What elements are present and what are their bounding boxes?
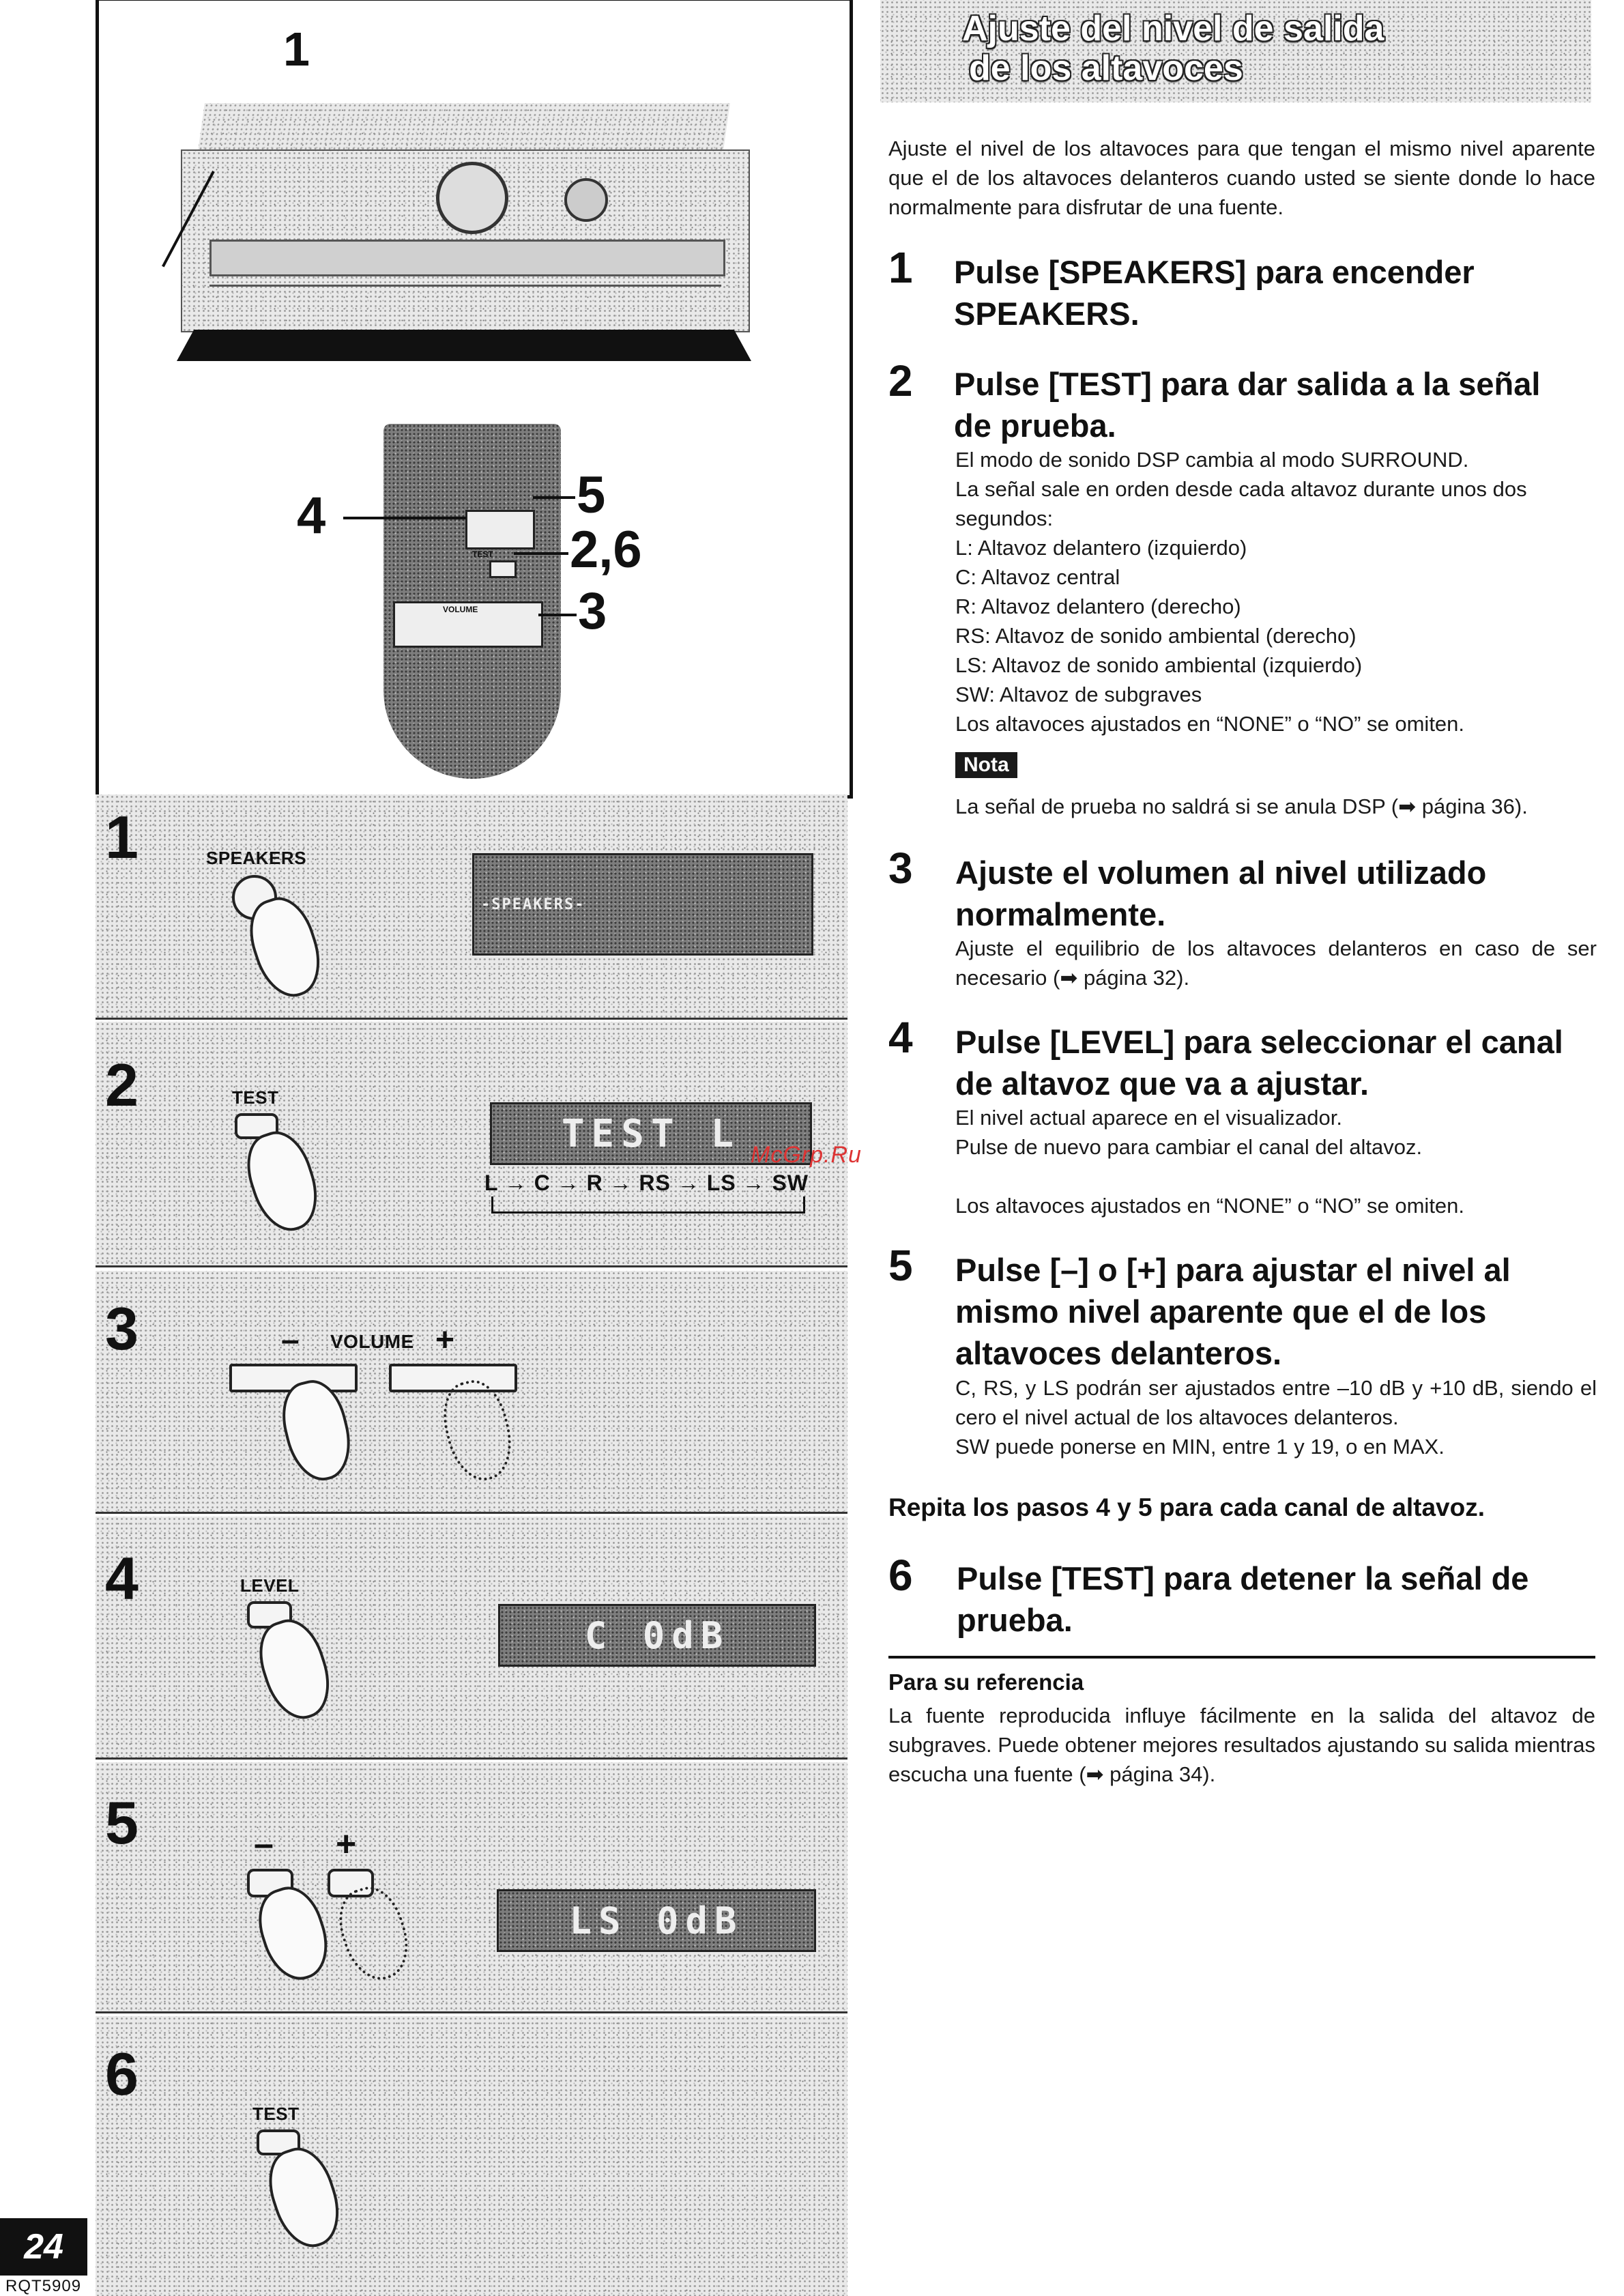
step-2-line: C: Altavoz central (955, 565, 1120, 589)
speakers-display: -SPEAKERS- (472, 853, 813, 956)
panel-1-number: 1 (105, 803, 139, 871)
remote-test-label: TEST (472, 549, 493, 559)
step-5-title: Pulse [–] o [+] para ajustar el nivel al mismo nivel aparente que el de los altavoces delanteros. (955, 1252, 1511, 1371)
step-3-number: 3 (888, 844, 913, 893)
callout-4: 4 (297, 487, 326, 545)
reference-divider (888, 1656, 1595, 1659)
panel-divider (96, 1018, 847, 1020)
panel-4-number: 4 (105, 1545, 139, 1612)
step-2-title: Pulse [TEST] para dar salida a la señal de prueba. (954, 366, 1541, 444)
note-badge: Nota (955, 752, 1017, 778)
step-5-line: SW puede ponerse en MIN, entre 1 y 19, o en MAX. (955, 1435, 1445, 1459)
reference-heading: Para su referencia (888, 1669, 1084, 1695)
volume-plus-label: + (435, 1322, 455, 1358)
step-4-details (955, 1103, 1597, 1220)
title-line-2: de los altavoces (969, 48, 1243, 88)
remote-volume-buttons (393, 601, 543, 648)
repeat-note: Repita los pasos 4 y 5 para cada canal de altavoz. (888, 1493, 1485, 1521)
panel-2-number: 2 (105, 1051, 139, 1119)
panel-step-5 (96, 1762, 847, 2013)
channel-sequence: L → C → R → RS → LS → SW (484, 1171, 809, 1195)
amplifier-illustration (181, 103, 747, 369)
callout-2-6: 2,6 (570, 521, 642, 579)
pressing-hand-icon (249, 1611, 340, 1727)
step-2-line: SW: Altavoz de subgraves (955, 683, 1202, 706)
step-4-line: El nivel actual aparece en el visualizador. (955, 1106, 1342, 1130)
volume-knob (436, 162, 508, 234)
step-3-title: Ajuste el volumen al nivel utilizado normalmente. (955, 855, 1487, 932)
test-stop-label: TEST (252, 2104, 300, 2124)
step-2-line: R: Altavoz delantero (derecho) (955, 594, 1241, 618)
step-6-number: 6 (888, 1551, 913, 1600)
pressing-hand-icon (259, 2140, 349, 2255)
panel-step-3 (96, 1271, 847, 1514)
document-code: RQT5909 (5, 2277, 82, 2295)
step-4-title: Pulse [LEVEL] para seleccionar el canal de altavoz que va a ajustar. (955, 1024, 1563, 1102)
remote-level-buttons (465, 510, 535, 549)
level-display: C 0dB (498, 1604, 816, 1667)
amplifier-base (177, 330, 751, 361)
step-5-line: C, RS, y LS podrán ser ajustados entre –10 dB y +10 dB, siendo el cero el nivel actual de los altavoces delanteros. (955, 1376, 1597, 1429)
step-2-line: Los altavoces ajustados en “NONE” o “NO” se omiten. (955, 712, 1465, 736)
callout-3: 3 (578, 582, 607, 640)
watermark: McGrp.Ru (751, 1142, 862, 1168)
note-text: La señal de prueba no saldrá si se anula DSP (➡ página 36). (955, 794, 1528, 818)
panel-step-4 (96, 1517, 847, 1760)
step-6-title: Pulse [TEST] para detener la señal de prueba. (957, 1560, 1529, 1638)
step-5-details (955, 1373, 1597, 1461)
step-2-line: La señal sale en orden desde cada altavoz durante unos dos segundos: (955, 477, 1527, 530)
step-3-details: Ajuste el equilibrio de los altavoces delanteros en caso de ser necesario (➡ página 32). (955, 936, 1597, 990)
step-4-line: Pulse de nuevo para cambiar el canal del altavoz. (955, 1135, 1423, 1159)
callout-4-leader (343, 517, 466, 519)
callout-5-leader (533, 496, 575, 499)
step-2-line: LS: Altavoz de sonido ambiental (izquierdo) (955, 653, 1363, 677)
test-label: TEST (232, 1087, 279, 1108)
panel-step-6 (96, 2016, 847, 2296)
amplifier-front (181, 149, 750, 332)
step-2-details (955, 445, 1597, 738)
panel-6-number: 6 (105, 2040, 139, 2108)
panel-divider (96, 1757, 847, 1760)
level-label: LEVEL (240, 1575, 300, 1596)
amplifier-top (198, 103, 730, 151)
level-minus-label: – (254, 1824, 274, 1864)
remote-control (383, 424, 561, 779)
remote-volume-label: VOLUME (443, 605, 478, 614)
sequence-loop-arrow (491, 1196, 805, 1214)
step-2-line: L: Altavoz delantero (izquierdo) (955, 536, 1247, 560)
step-2-number: 2 (888, 356, 913, 405)
remote-test-button (489, 560, 517, 578)
reference-text: La fuente reproducida influye fácilmente en la salida del altavoz de subgraves. Puede obtener mejores resultados ajustando su salida mientras escucha una fuente (➡ página 34). (888, 1704, 1595, 1786)
amplifier-button-row (209, 285, 721, 304)
step-1-title: Pulse [SPEAKERS] para encender SPEAKERS. (954, 254, 1475, 332)
knob-small (564, 178, 608, 222)
step-2-line: RS: Altavoz de sonido ambiental (derecho) (955, 624, 1357, 648)
test-display: TEST L (490, 1102, 812, 1165)
step-2-line: El modo de sonido DSP cambia al modo SURROUND. (955, 448, 1469, 472)
step-4-line: Los altavoces ajustados en “NONE” o “NO” se omiten. (955, 1194, 1465, 1218)
panel-step-1 (96, 794, 847, 1020)
panel-step-2 (96, 1022, 862, 1267)
panel-3-number: 3 (105, 1295, 139, 1362)
panel-divider (96, 2011, 847, 2013)
panel-divider (96, 1265, 847, 1267)
step-5-number: 5 (888, 1241, 913, 1290)
level-plus-label: + (336, 1824, 357, 1864)
callout-2-6-leader (514, 552, 568, 555)
step-4-number: 4 (888, 1013, 913, 1062)
panel-5-number: 5 (105, 1789, 139, 1856)
amplifier-display-strip (209, 240, 725, 276)
callout-5: 5 (577, 466, 606, 524)
level-adjust-display: LS 0dB (497, 1889, 816, 1952)
pressing-hand-icon (237, 1123, 328, 1239)
figure-box (96, 0, 853, 799)
volume-label: VOLUME (330, 1331, 414, 1352)
title-line-1: Ajuste del nivel de salida (962, 9, 1384, 48)
page-number: 24 (0, 2218, 87, 2276)
callout-1: 1 (283, 23, 310, 76)
intro-paragraph: Ajuste el nivel de los altavoces para que tengan el mismo nivel aparente que el de los altavoces delanteros cuando usted se siente donde lo hace normalmente para disfrutar de una fuente. (888, 137, 1595, 219)
callout-3-leader (538, 614, 577, 616)
title-banner (880, 0, 1591, 102)
volume-minus-label: – (281, 1322, 300, 1358)
panel-divider (96, 1512, 847, 1514)
step-1-number: 1 (888, 243, 913, 292)
speakers-label: SPEAKERS (206, 848, 307, 868)
